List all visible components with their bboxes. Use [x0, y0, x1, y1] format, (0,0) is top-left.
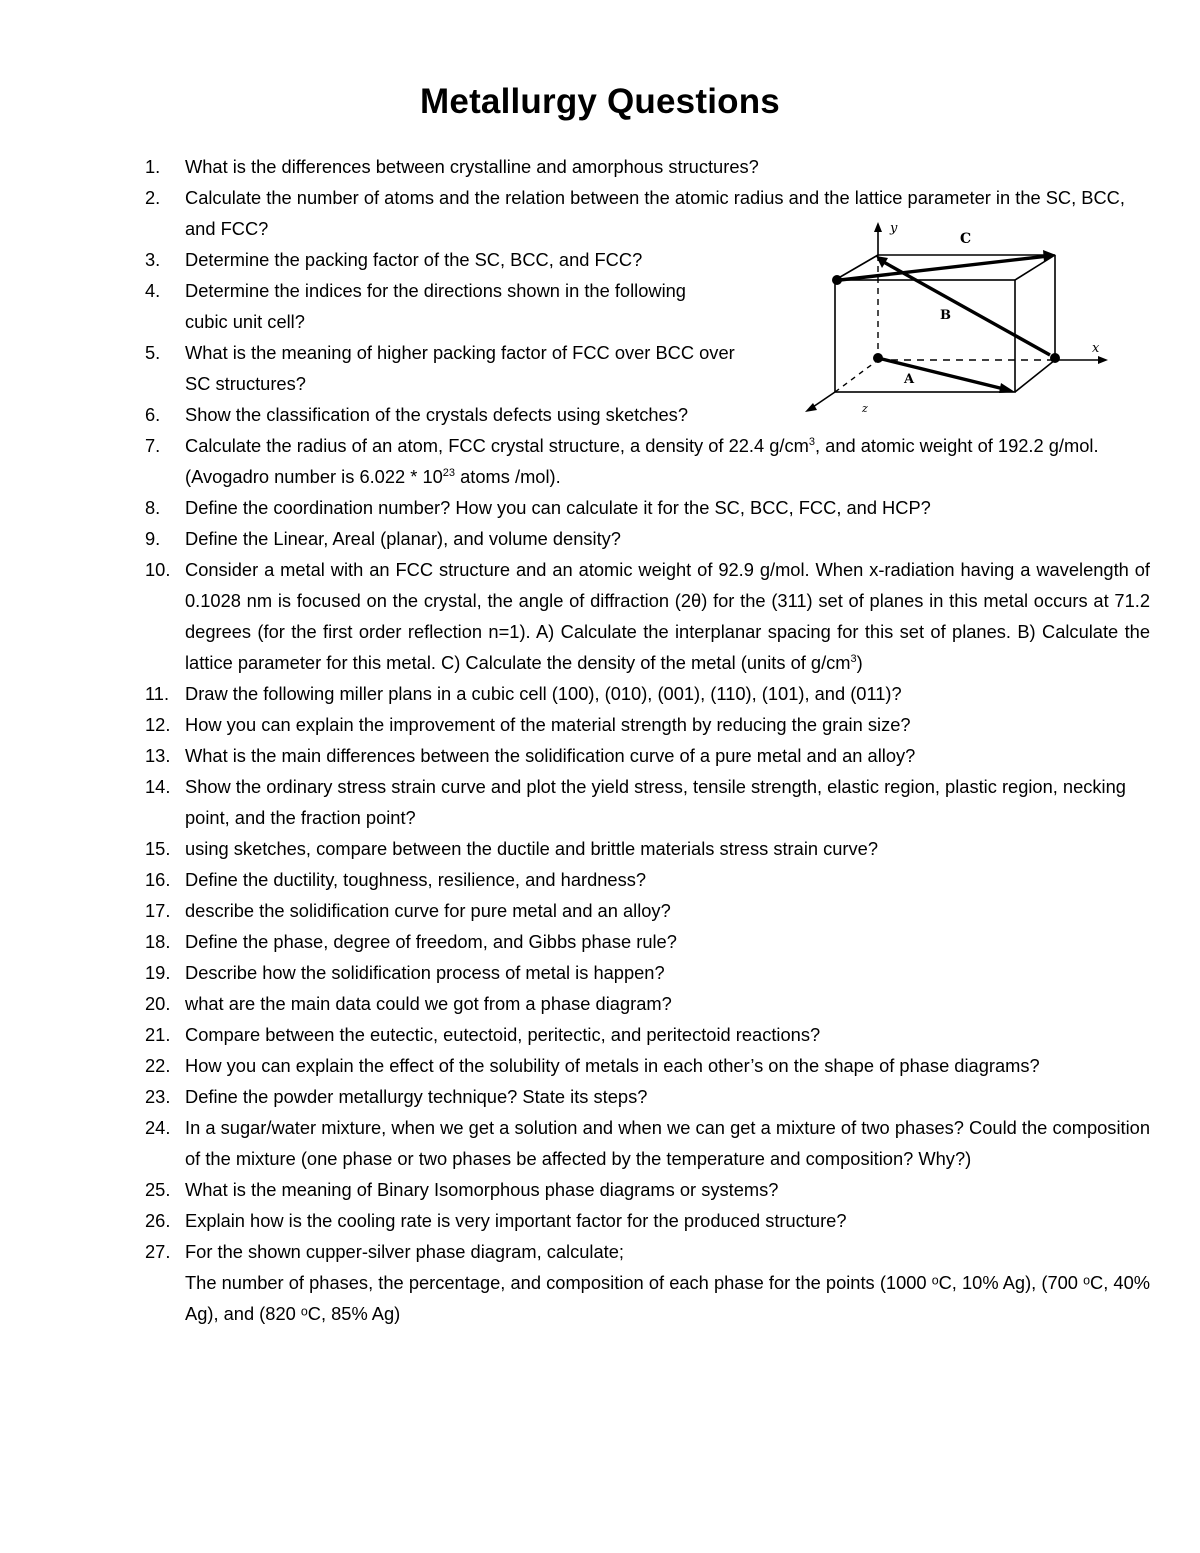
superscript: 3 [850, 652, 857, 665]
question-text [185, 430, 1150, 492]
y-axis-label: y [890, 221, 898, 236]
x-axis-label: x [1092, 341, 1100, 356]
question-text: Define the ductility, toughness, resilience, and hardness? [185, 869, 647, 890]
question-number: 15. [145, 838, 171, 859]
superscript: 3 [808, 435, 815, 448]
question-text-line: The number of phases, the percentage, and composition of each phase for the points (1000 ᵒC, 10% Ag), (700 ᵒC, 40% Ag), and (820 ᵒC, 85% Ag) [185, 1272, 1150, 1324]
question-item [145, 244, 1150, 275]
question-item [145, 554, 1150, 678]
question-text-line: For the shown cupper-silver phase diagram, calculate; [185, 1241, 624, 1262]
question-text [185, 1236, 1150, 1329]
question-text: Define the Linear, Areal (planar), and volume density? [185, 528, 621, 549]
question-text: What is the meaning of Binary Isomorphous phase diagrams or systems? [185, 1179, 779, 1200]
question-item [145, 1236, 1150, 1329]
question-item [145, 926, 1150, 957]
question-text-part: Calculate the radius of an atom, FCC crystal structure, a density of 22.4 g/cm [185, 435, 809, 456]
question-text: Calculate the number of atoms and the relation between the atomic radius and the lattice parameter in the SC, BCC, and FCC? [185, 187, 1125, 239]
question-item [145, 1174, 1150, 1205]
question-item [145, 864, 1150, 895]
question-text: Show the classification of the crystals defects using sketches? [185, 404, 688, 425]
question-text: Show the ordinary stress strain curve and plot the yield stress, tensile strength, elastic region, plastic region, necking point, and the fraction point? [185, 776, 1126, 828]
question-number: 21. [145, 1024, 171, 1045]
question-item [145, 709, 1150, 740]
question-number: 13. [145, 745, 171, 766]
question-number: 12. [145, 714, 171, 735]
question-text-part: ) [856, 652, 863, 673]
question-number: 26. [145, 1210, 171, 1231]
question-text: Draw the following miller plans in a cubic cell (100), (010), (001), (110), (101), and (011)? [185, 683, 902, 704]
question-text: What is the meaning of higher packing factor of FCC over BCC over SC structures? [185, 342, 735, 394]
question-text: How you can explain the effect of the solubility of metals in each other’s on the shape of phase diagrams? [185, 1055, 1040, 1076]
question-text: What is the differences between crystalline and amorphous structures? [185, 156, 759, 177]
question-number: 22. [145, 1055, 171, 1076]
direction-c-label: C [960, 231, 972, 247]
question-number: 16. [145, 869, 171, 890]
question-text-part: atoms /mol). [455, 466, 561, 487]
question-list [145, 151, 1150, 1329]
question-number: 27. [145, 1241, 171, 1262]
question-item [145, 430, 1150, 492]
question-number: 2. [145, 187, 161, 208]
question-number: 3. [145, 249, 161, 270]
question-number: 14. [145, 776, 171, 797]
question-item [145, 1019, 1150, 1050]
page-title: Metallurgy Questions [420, 82, 780, 121]
question-item [145, 771, 1150, 833]
question-item [145, 1050, 1150, 1081]
question-number: 19. [145, 962, 171, 983]
question-text: describe the solidification curve for pure metal and an alloy? [185, 900, 671, 921]
question-item [145, 492, 1150, 523]
question-item [145, 678, 1150, 709]
question-text: Define the powder metallurgy technique? State its steps? [185, 1086, 648, 1107]
question-number: 20. [145, 993, 171, 1014]
direction-b-label: B [940, 308, 951, 323]
question-text: Describe how the solidification process of metal is happen? [185, 962, 665, 983]
question-item [145, 988, 1150, 1019]
question-number: 24. [145, 1117, 171, 1138]
question-item [145, 1112, 1150, 1174]
question-number: 4. [145, 280, 161, 301]
question-number: 11. [145, 683, 170, 704]
z-axis-label: z [862, 402, 868, 415]
question-text-part: , and atomic weight of 192.2 g/mol. (Avogadro number is 6.022 * 10 [185, 435, 1099, 487]
superscript: 23 [442, 466, 456, 479]
question-text: In a sugar/water mixture, when we get a solution and when we can get a mixture of two phases? Could the composition of the mixture (one phase or two phases be affected by the temperature and composition? Why?) [185, 1117, 1150, 1169]
question-number: 23. [145, 1086, 171, 1107]
question-item [145, 523, 1150, 554]
question-item [145, 275, 1150, 337]
question-item [145, 895, 1150, 926]
question-item [145, 399, 1150, 430]
question-item [145, 337, 1150, 399]
question-text: what are the main data could we got from a phase diagram? [185, 993, 672, 1014]
question-text: Determine the packing factor of the SC, BCC, and FCC? [185, 249, 643, 270]
question-number: 5. [145, 342, 161, 363]
question-item [145, 1081, 1150, 1112]
question-number: 6. [145, 404, 161, 425]
question-text: Compare between the eutectic, eutectoid, peritectic, and peritectoid reactions? [185, 1024, 821, 1045]
question-number: 25. [145, 1179, 171, 1200]
question-number: 18. [145, 931, 171, 952]
question-text: Determine the indices for the directions shown in the following cubic unit cell? [185, 280, 686, 332]
question-text-part: Consider a metal with an FCC structure and an atomic weight of 92.9 g/mol. When x-radiation having a wavelength of 0.1028 nm is focused on the crystal, the angle of diffraction (2θ) for the (311) set of planes in this metal occurs at 71.2 degrees (for the first order reflection n=1). A) Calculate the interplanar spacing for this set of planes. B) Calculate the lattice parameter for this metal. C) Calculate the density of the metal (units of g/cm [185, 559, 1150, 673]
question-text: Explain how is the cooling rate is very important factor for the produced structure? [185, 1210, 847, 1231]
question-number: 8. [145, 497, 161, 518]
direction-a-label: A [904, 372, 915, 387]
question-text: Define the phase, degree of freedom, and Gibbs phase rule? [185, 931, 677, 952]
question-text: What is the main differences between the solidification curve of a pure metal and an alloy? [185, 745, 916, 766]
question-text [185, 554, 1150, 678]
question-text: How you can explain the improvement of the material strength by reducing the grain size? [185, 714, 911, 735]
question-number: 10. [145, 559, 171, 580]
question-item [145, 1205, 1150, 1236]
question-item [145, 182, 1150, 244]
question-number: 7. [145, 435, 161, 456]
question-item [145, 740, 1150, 771]
question-text: Define the coordination number? How you can calculate it for the SC, BCC, FCC, and HCP? [185, 497, 931, 518]
question-number: 9. [145, 528, 161, 549]
question-item [145, 833, 1150, 864]
question-number: 1. [145, 156, 161, 177]
question-item [145, 151, 1150, 182]
question-number: 17. [145, 900, 171, 921]
question-item [145, 957, 1150, 988]
question-text: using sketches, compare between the ductile and brittle materials stress strain curve? [185, 838, 878, 859]
